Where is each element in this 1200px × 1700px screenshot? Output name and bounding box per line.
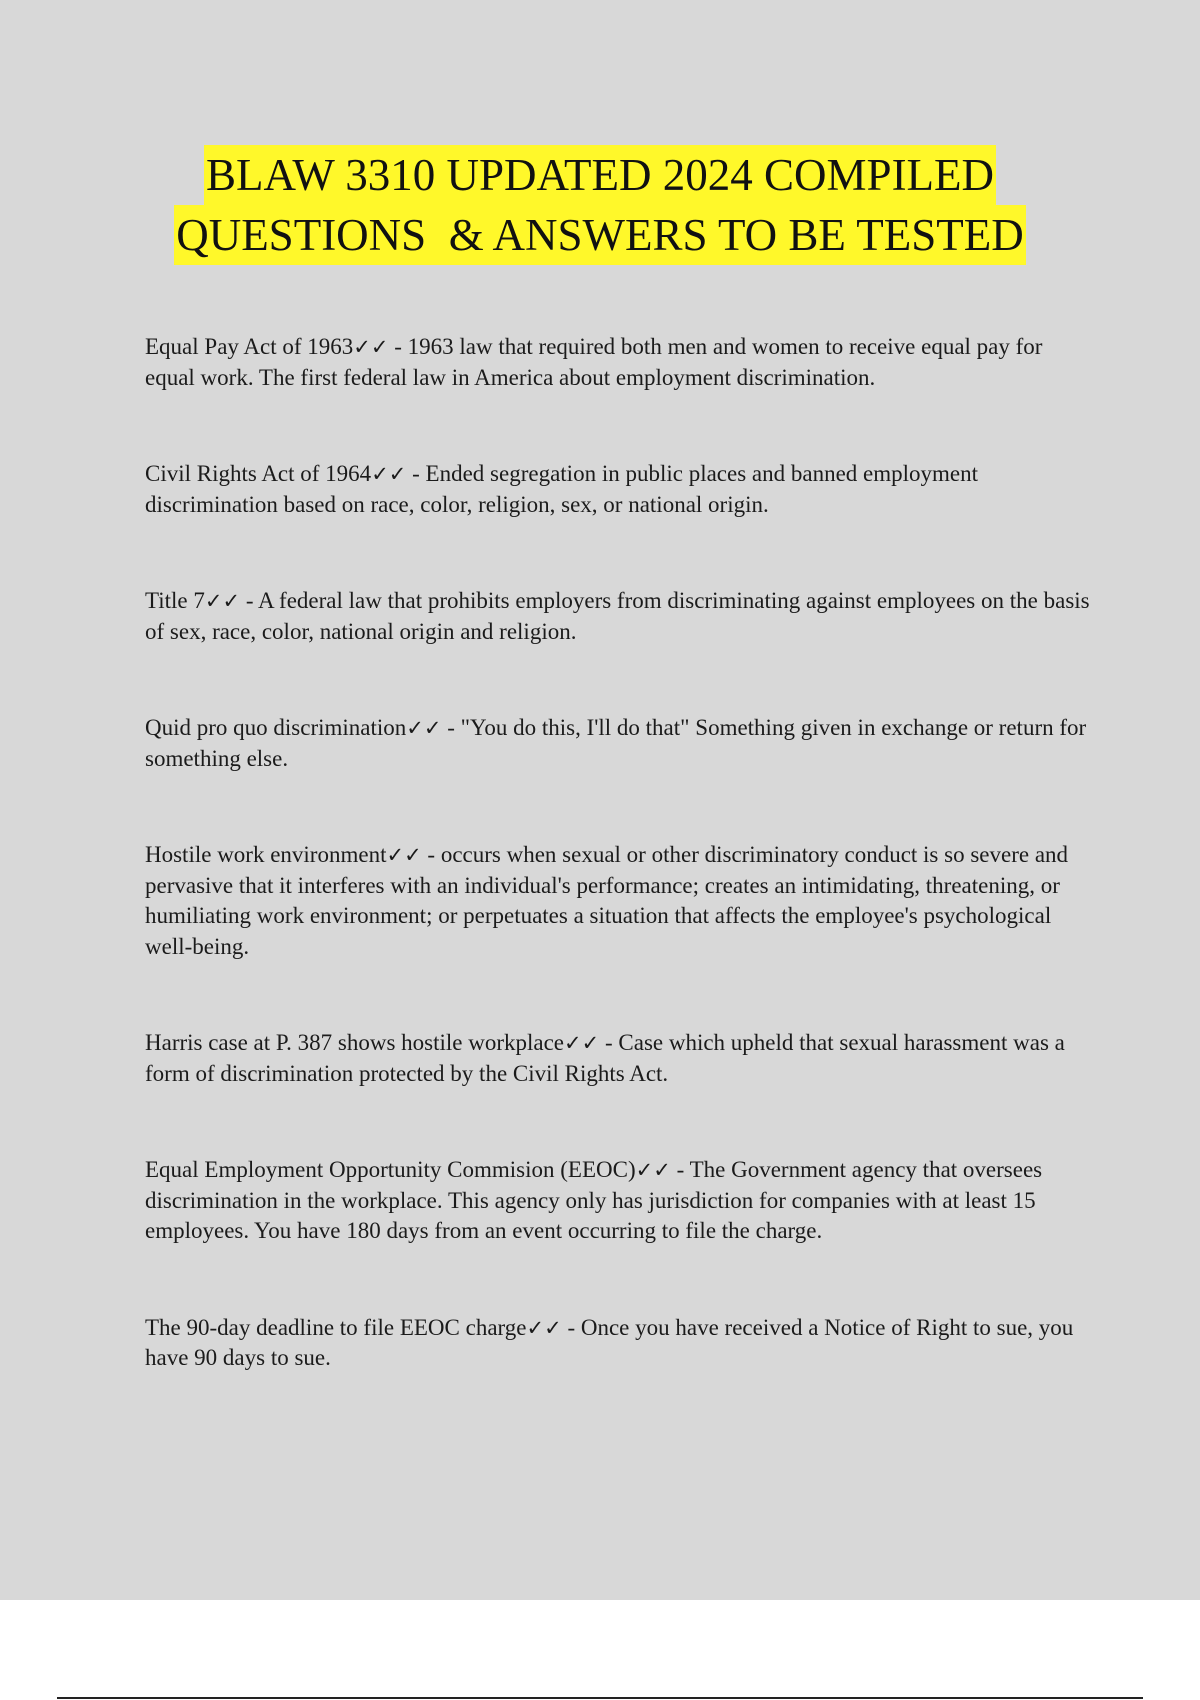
qa-definition: - Ended segregation in public places and banned employment discrimination based on race, color, religion, sex, or national origin. — [145, 461, 979, 517]
qa-term: Equal Pay Act of 1963 — [145, 334, 354, 359]
qa-definition: - Case which upheld that sexual harassment was a form of discrimination protected by the Civil Rights Act. — [145, 1030, 1065, 1086]
footer-divider — [57, 1697, 1143, 1699]
check-mark-icon: ✓✓ — [406, 716, 442, 740]
check-mark-icon: ✓✓ — [564, 1031, 600, 1055]
qa-item-hostile-work-environment — [145, 840, 1090, 962]
check-mark-icon: ✓✓ — [371, 462, 407, 486]
qa-definition: - Once you have received a Notice of Right to sue, you have 90 days to sue. — [145, 1314, 1074, 1370]
qa-term: Title 7 — [145, 588, 205, 613]
check-mark-icon: ✓✓ — [386, 843, 422, 867]
qa-definition: - The Government agency that oversees discrimination in the workplace. This agency only has jurisdiction for companies with at least 15 employees. You have 180 days from an event occurring to file the charge. — [145, 1157, 1043, 1243]
qa-definition: - occurs when sexual or other discriminatory conduct is so severe and pervasive that it interferes with an individual's performance; creates an intimidating, threatening, or humiliating work environment; or perpetuates a situation that affects the employee's psychological well-being. — [145, 842, 1069, 959]
check-mark-icon: ✓✓ — [353, 335, 389, 359]
qa-definition: - A federal law that prohibits employers from discriminating against employees on the basis of sex, race, color, national origin and religion. — [145, 588, 1090, 644]
qa-item-civil-rights-act — [145, 459, 1090, 520]
qa-item-harris-case — [145, 1028, 1090, 1089]
title-line-1: BLAW 3310 UPDATED 2024 COMPILED — [204, 145, 996, 205]
qa-term: The 90-day deadline to file EEOC charge — [145, 1314, 527, 1340]
check-mark-icon: ✓✓ — [204, 589, 241, 613]
document-title — [0, 145, 1200, 265]
qa-item-eeoc — [145, 1155, 1090, 1247]
qa-item-90-day-deadline — [145, 1313, 1090, 1374]
qa-definition: - 1963 law that required both men and women to receive equal pay for equal work. The first federal law in America about employment discrimination. — [145, 334, 1043, 390]
check-mark-icon: ✓✓ — [526, 1315, 562, 1340]
qa-term: Hostile work environment — [145, 842, 387, 867]
qa-term: Quid pro quo discrimination — [145, 715, 407, 740]
check-mark-icon: ✓✓ — [635, 1158, 671, 1182]
qa-item-equal-pay-act — [145, 332, 1090, 393]
qa-term: Civil Rights Act of 1964 — [145, 461, 372, 486]
qa-item-title-7 — [145, 586, 1090, 647]
title-line-2: QUESTIONS & ANSWERS TO BE TESTED — [174, 205, 1026, 265]
qa-item-quid-pro-quo — [145, 713, 1090, 774]
qa-definition: - "You do this, I'll do that" Something given in exchange or return for something else. — [145, 715, 1087, 771]
qa-term: Harris case at P. 387 shows hostile workplace — [145, 1030, 565, 1055]
qa-list — [145, 332, 1090, 1440]
qa-term: Equal Employment Opportunity Commision (EEOC) — [145, 1157, 636, 1182]
